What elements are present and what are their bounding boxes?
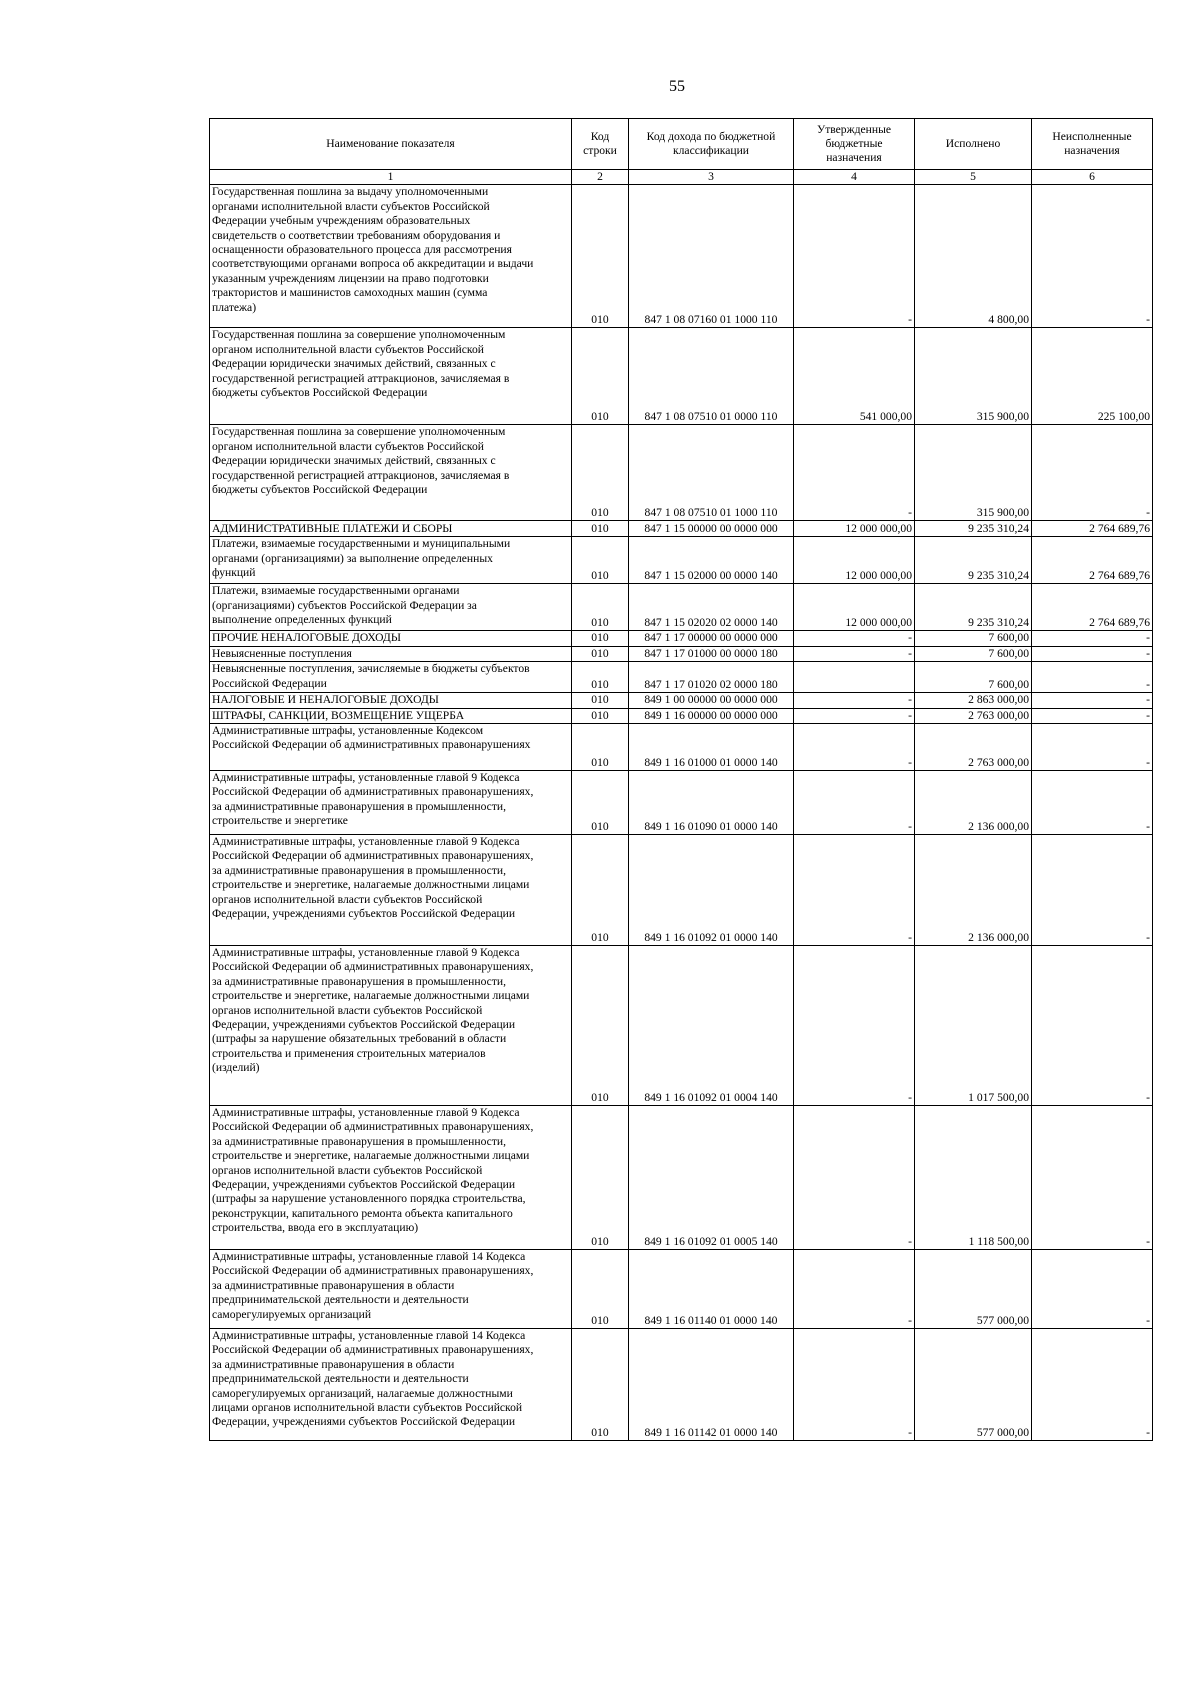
row-line-code: 010 xyxy=(572,771,629,835)
row-name: Административные штрафы, установленные главой 14 Кодекса Российской Федерации об административных правонарушениях, за административные правонарушения в области предпринимательской деятельности и деятельности саморегулируемых организаций, налагаемые должностными лицами органов исполнительной власти субъектов Российской Федерации, учреждениями субъектов Российской Федерации xyxy=(210,1329,572,1441)
table-row xyxy=(210,521,1153,537)
row-name: Государственная пошлина за совершение уполномоченным органом исполнительной власти субъектов Российской Федерации юридически значимых действий, связанных с государственной регистрацией аттракционов, зачисляемая в бюджеты субъектов Российской Федерации xyxy=(210,328,572,425)
row-name: Административные штрафы, установленные Кодексом Российской Федерации об административных правонарушениях xyxy=(210,724,572,771)
row-unexecuted: - xyxy=(1032,693,1153,708)
row-line-code: 010 xyxy=(572,328,629,425)
row-unexecuted: - xyxy=(1032,1106,1153,1250)
row-name: Государственная пошлина за выдачу уполномоченными органами исполнительной власти субъектов Российской Федерации учебным учреждениям образовательных свидетельств о соответствии требованиям оборудования и оснащенности образовательного процесса для рассмотрения соответствующими органами вопроса об аккредитации и выдачи указанным учреждениям лицензии на право подготовки трактористов и машинистов самоходных машин (сумма платежа) xyxy=(210,185,572,328)
table-row xyxy=(210,1250,1153,1329)
row-bk-code: 849 1 16 01140 01 0000 140 xyxy=(629,1250,794,1329)
row-executed: 315 900,00 xyxy=(915,425,1032,521)
row-line-code: 010 xyxy=(572,584,629,631)
table-row xyxy=(210,328,1153,425)
row-approved: 12 000 000,00 xyxy=(794,521,915,537)
table-header-row xyxy=(210,119,1153,170)
row-approved: - xyxy=(794,1250,915,1329)
table-row xyxy=(210,771,1153,835)
row-line-code: 010 xyxy=(572,425,629,521)
row-bk-code: 849 1 16 01090 01 0000 140 xyxy=(629,771,794,835)
table-row xyxy=(210,631,1153,646)
row-executed: 2 763 000,00 xyxy=(915,708,1032,723)
row-approved: - xyxy=(794,1106,915,1250)
row-unexecuted: - xyxy=(1032,946,1153,1106)
table-row xyxy=(210,584,1153,631)
row-name: АДМИНИСТРАТИВНЫЕ ПЛАТЕЖИ И СБОРЫ xyxy=(210,521,572,537)
row-bk-code: 849 1 16 01092 01 0005 140 xyxy=(629,1106,794,1250)
row-bk-code: 847 1 15 02020 02 0000 140 xyxy=(629,584,794,631)
row-approved: - xyxy=(794,708,915,723)
row-name: Административные штрафы, установленные главой 9 Кодекса Российской Федерации об административных правонарушениях, за административные правонарушения в промышленности, строительстве и энергетике, налагаемые должностными лицами органов исполнительной власти субъектов Российской Федерации, учреждениями субъектов Российской Федерации xyxy=(210,835,572,946)
table-row xyxy=(210,708,1153,723)
column-header-unexecuted: Неисполненные назначения xyxy=(1032,119,1153,170)
row-approved: - xyxy=(794,185,915,328)
row-name: Административные штрафы, установленные главой 9 Кодекса Российской Федерации об административных правонарушениях, за административные правонарушения в промышленности, строительстве и энергетике xyxy=(210,771,572,835)
row-executed: 2 863 000,00 xyxy=(915,693,1032,708)
row-approved: - xyxy=(794,631,915,646)
row-bk-code: 847 1 08 07510 01 0000 110 xyxy=(629,328,794,425)
row-bk-code: 849 1 16 01092 01 0004 140 xyxy=(629,946,794,1106)
row-bk-code: 847 1 08 07160 01 1000 110 xyxy=(629,185,794,328)
column-number: 3 xyxy=(629,170,794,185)
row-unexecuted: - xyxy=(1032,835,1153,946)
row-bk-code: 849 1 00 00000 00 0000 000 xyxy=(629,693,794,708)
row-approved: 12 000 000,00 xyxy=(794,537,915,584)
table-row xyxy=(210,662,1153,693)
row-executed: 7 600,00 xyxy=(915,646,1032,661)
column-header-name: Наименование показателя xyxy=(210,119,572,170)
row-executed: 2 136 000,00 xyxy=(915,771,1032,835)
row-name: Административные штрафы, установленные главой 9 Кодекса Российской Федерации об административных правонарушениях, за административные правонарушения в промышленности, строительстве и энергетике, налагаемые должностными лицами органов исполнительной власти субъектов Российской Федерации, учреждениями субъектов Российской Федерации (штрафы за нарушение установленного порядка строительства, реконструкции, капитального ремонта объекта капитального строительства, ввода его в эксплуатацию) xyxy=(210,1106,572,1250)
column-header-executed: Исполнено xyxy=(915,119,1032,170)
row-name: Государственная пошлина за совершение уполномоченным органом исполнительной власти субъектов Российской Федерации юридически значимых действий, связанных с государственной регистрацией аттракционов, зачисляемая в бюджеты субъектов Российской Федерации xyxy=(210,425,572,521)
row-bk-code: 847 1 08 07510 01 1000 110 xyxy=(629,425,794,521)
row-name: Административные штрафы, установленные главой 9 Кодекса Российской Федерации об административных правонарушениях, за административные правонарушения в промышленности, строительстве и энергетике, налагаемые должностными лицами органов исполнительной власти субъектов Российской Федерации, учреждениями субъектов Российской Федерации (штрафы за нарушение обязательных требований в области строительства и применения строительных материалов (изделий) xyxy=(210,946,572,1106)
row-line-code: 010 xyxy=(572,537,629,584)
row-executed: 577 000,00 xyxy=(915,1250,1032,1329)
row-executed: 9 235 310,24 xyxy=(915,521,1032,537)
row-bk-code: 849 1 16 01092 01 0000 140 xyxy=(629,835,794,946)
row-name: Платежи, взимаемые государственными и муниципальными органами (организациями) за выполнение определенных функций xyxy=(210,537,572,584)
row-unexecuted: 2 764 689,76 xyxy=(1032,537,1153,584)
row-approved: - xyxy=(794,1329,915,1441)
row-unexecuted: - xyxy=(1032,771,1153,835)
row-unexecuted: - xyxy=(1032,185,1153,328)
column-number: 1 xyxy=(210,170,572,185)
row-executed: 1 017 500,00 xyxy=(915,946,1032,1106)
table-row xyxy=(210,1329,1153,1441)
column-header-bk-code: Код дохода по бюджетной классификации xyxy=(629,119,794,170)
table-row xyxy=(210,835,1153,946)
row-line-code: 010 xyxy=(572,1329,629,1441)
row-executed: 9 235 310,24 xyxy=(915,584,1032,631)
row-executed: 315 900,00 xyxy=(915,328,1032,425)
row-bk-code: 847 1 17 01020 02 0000 180 xyxy=(629,662,794,693)
row-unexecuted: - xyxy=(1032,631,1153,646)
column-number: 5 xyxy=(915,170,1032,185)
row-name: Невыясненные поступления, зачисляемые в бюджеты субъектов Российской Федерации xyxy=(210,662,572,693)
row-bk-code: 847 1 17 01000 00 0000 180 xyxy=(629,646,794,661)
row-line-code: 010 xyxy=(572,631,629,646)
row-approved xyxy=(794,662,915,693)
row-unexecuted: 225 100,00 xyxy=(1032,328,1153,425)
row-executed: 577 000,00 xyxy=(915,1329,1032,1441)
row-approved: - xyxy=(794,425,915,521)
row-executed: 7 600,00 xyxy=(915,662,1032,693)
row-approved: 541 000,00 xyxy=(794,328,915,425)
row-line-code: 010 xyxy=(572,946,629,1106)
row-bk-code: 847 1 15 02000 00 0000 140 xyxy=(629,537,794,584)
row-approved: - xyxy=(794,946,915,1106)
row-executed: 1 118 500,00 xyxy=(915,1106,1032,1250)
row-line-code: 010 xyxy=(572,693,629,708)
row-unexecuted: - xyxy=(1032,646,1153,661)
row-unexecuted: - xyxy=(1032,425,1153,521)
row-name: НАЛОГОВЫЕ И НЕНАЛОГОВЫЕ ДОХОДЫ xyxy=(210,693,572,708)
row-name: ШТРАФЫ, САНКЦИИ, ВОЗМЕЩЕНИЕ УЩЕРБА xyxy=(210,708,572,723)
row-unexecuted: 2 764 689,76 xyxy=(1032,521,1153,537)
table-row xyxy=(210,724,1153,771)
row-line-code: 010 xyxy=(572,835,629,946)
row-bk-code: 847 1 17 00000 00 0000 000 xyxy=(629,631,794,646)
column-header-approved: Утвержденные бюджетные назначения xyxy=(794,119,915,170)
page-number: 55 xyxy=(669,78,685,95)
row-name: Платежи, взимаемые государственными органами (организациями) субъектов Российской Федерации за выполнение определенных функций xyxy=(210,584,572,631)
column-header-line-code: Код строки xyxy=(572,119,629,170)
row-name: ПРОЧИЕ НЕНАЛОГОВЫЕ ДОХОДЫ xyxy=(210,631,572,646)
column-number-row xyxy=(210,170,1153,185)
column-number: 2 xyxy=(572,170,629,185)
row-line-code: 010 xyxy=(572,521,629,537)
table-row xyxy=(210,946,1153,1106)
column-number: 4 xyxy=(794,170,915,185)
row-bk-code: 847 1 15 00000 00 0000 000 xyxy=(629,521,794,537)
table-row xyxy=(210,693,1153,708)
row-name: Административные штрафы, установленные главой 14 Кодекса Российской Федерации об административных правонарушениях, за административные правонарушения в области предпринимательской деятельности и деятельности саморегулируемых организаций xyxy=(210,1250,572,1329)
row-executed: 9 235 310,24 xyxy=(915,537,1032,584)
row-executed: 4 800,00 xyxy=(915,185,1032,328)
row-line-code: 010 xyxy=(572,646,629,661)
budget-execution-table xyxy=(209,118,1153,1441)
row-bk-code: 849 1 16 00000 00 0000 000 xyxy=(629,708,794,723)
row-bk-code: 849 1 16 01000 01 0000 140 xyxy=(629,724,794,771)
table-row xyxy=(210,537,1153,584)
row-approved: - xyxy=(794,771,915,835)
row-line-code: 010 xyxy=(572,1250,629,1329)
row-approved: - xyxy=(794,693,915,708)
table-row xyxy=(210,185,1153,328)
row-unexecuted: - xyxy=(1032,1250,1153,1329)
row-approved: - xyxy=(794,646,915,661)
table-row xyxy=(210,425,1153,521)
row-line-code: 010 xyxy=(572,1106,629,1250)
row-line-code: 010 xyxy=(572,185,629,328)
table-row xyxy=(210,1106,1153,1250)
row-line-code: 010 xyxy=(572,724,629,771)
row-name: Невыясненные поступления xyxy=(210,646,572,661)
row-executed: 7 600,00 xyxy=(915,631,1032,646)
row-approved: - xyxy=(794,835,915,946)
row-unexecuted: - xyxy=(1032,724,1153,771)
row-approved: - xyxy=(794,724,915,771)
row-executed: 2 763 000,00 xyxy=(915,724,1032,771)
row-approved: 12 000 000,00 xyxy=(794,584,915,631)
row-unexecuted: - xyxy=(1032,662,1153,693)
row-line-code: 010 xyxy=(572,662,629,693)
column-number: 6 xyxy=(1032,170,1153,185)
row-unexecuted: 2 764 689,76 xyxy=(1032,584,1153,631)
row-executed: 2 136 000,00 xyxy=(915,835,1032,946)
table-row xyxy=(210,646,1153,661)
row-unexecuted: - xyxy=(1032,708,1153,723)
row-bk-code: 849 1 16 01142 01 0000 140 xyxy=(629,1329,794,1441)
row-unexecuted: - xyxy=(1032,1329,1153,1441)
row-line-code: 010 xyxy=(572,708,629,723)
